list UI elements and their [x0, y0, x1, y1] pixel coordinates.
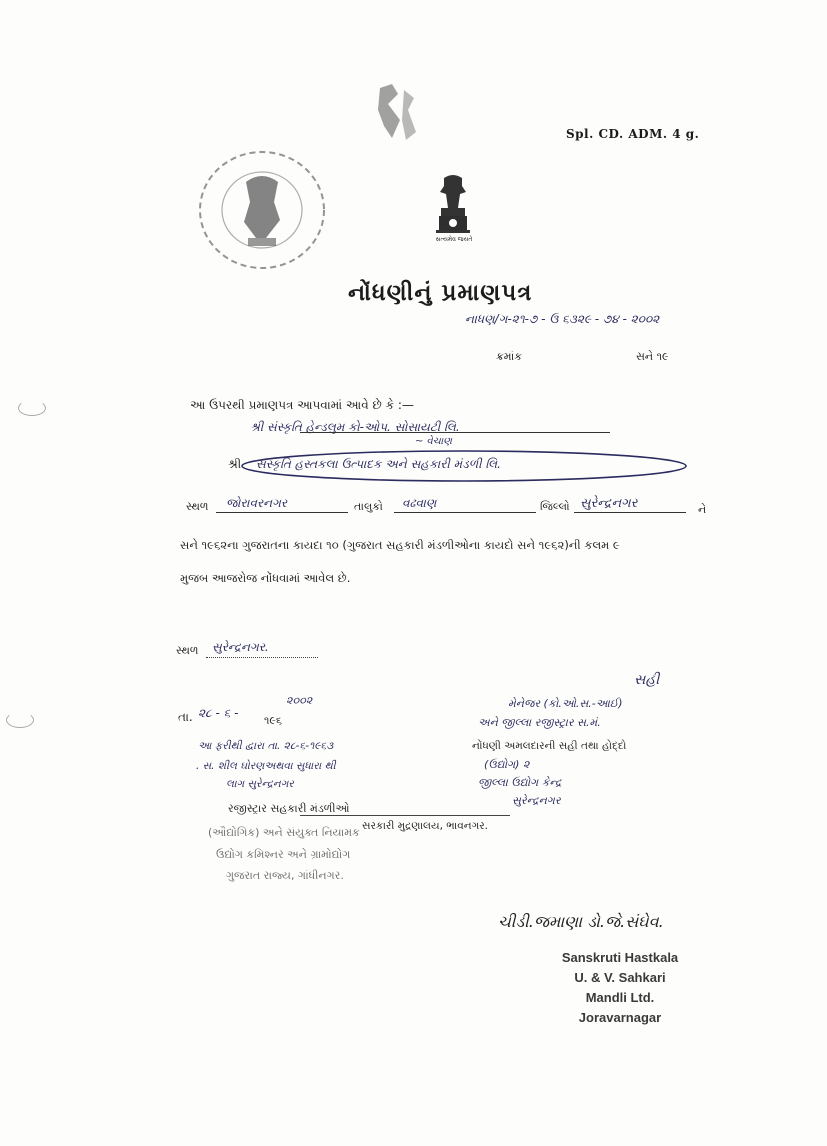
officer-office-1: (ઉદ્યોગ) ૨	[484, 758, 530, 771]
registrar-line-4: ગુજરાત રાજ્ય, ગાંધીનગર.	[226, 869, 344, 882]
strike-line	[300, 432, 610, 433]
law-text-line1: સને ૧૯૬૨ના ગુજરાતના કાયદા ૧૦ (ગુજરાત સહકારી મંડળીઓના કાયદો સને ૧૯૬૨)ની કલમ ૯	[180, 538, 620, 552]
registrar-line-1: રજીસ્ટ્રાર સહકારી મંડળીઓ	[228, 802, 350, 815]
form-code: Spl. CD. ADM. 4 g.	[566, 127, 700, 141]
stamp-line-2: U. & V. Sahkari	[574, 970, 666, 985]
date-prefix: તા.	[178, 710, 193, 724]
ink-smudge	[370, 80, 430, 150]
stamp-line-4: Joravarnagar	[578, 1010, 662, 1025]
certificate-title: નોંધણીનું પ્રમાણપત્ર	[348, 280, 533, 306]
sthal-label: સ્થળ	[186, 500, 209, 513]
place-label: સ્થળ	[176, 644, 199, 657]
date-value: ૨૮ - ૬ -	[198, 706, 239, 720]
amendment-note-1: આ ફરીથી દ્વારા તા. ૨૮-૬-૧૯૬૩	[198, 740, 334, 752]
emblem-caption: સત્યમેવ જયતે	[435, 236, 473, 243]
amendment-note-3: લાગ સુરેન્દ્રનગર	[226, 778, 294, 790]
registrar-line-2: (ઔદ્યોગિક) અને સંયુક્ત નિયામક	[208, 826, 360, 839]
number-label: ક્રમાંક	[496, 350, 522, 363]
officer-caption: નોંધણી અમલદારની સહી તથા હોદ્દો	[472, 740, 627, 752]
society-stamp	[530, 948, 710, 1028]
officer-office-2: જીલ્લા ઉદ્યોગ કેન્દ્ર	[478, 776, 562, 789]
society-name: સંસ્કૃતિ હસ્તકલા ઉત્પાદક અને સહકારી મંડળી લિ.	[256, 457, 501, 471]
year-value: ૨૦૦૨	[286, 694, 313, 707]
stamp-line-1: Sanskruti Hastkala	[561, 950, 679, 965]
taluko-value: વઢવાણ	[402, 496, 437, 510]
official-seal	[190, 142, 340, 277]
registration-number: નાધણ/ગ-૨૧-૭ - ઉ ૬૩૨૯ - ૭૪ - ૨૦૦૨	[465, 312, 660, 326]
society-name-old: શ્રી સંસ્કૃતિ હેન્ડલુમ કો-ઓપ. સોસાયટી લિ.	[250, 420, 460, 434]
bottom-signature: ચીડી.જમાણા ડો.જે.સંઘેવ.	[498, 912, 664, 931]
place-underline	[206, 657, 318, 658]
sthal-underline	[216, 512, 348, 513]
taluko-label: તાલુકો	[354, 500, 383, 513]
taluko-underline	[394, 512, 536, 513]
place-value: સુરેન્દ્રનગર.	[212, 640, 269, 654]
sthal-value: જોરાવરનગર	[226, 496, 288, 510]
officer-line-1: મેનેજર (કો.ઓ.સ.-આઈ)	[508, 697, 623, 710]
jillo-suffix: ને	[698, 503, 707, 516]
officer-office-3: સુરેન્દ્રનગર	[512, 794, 561, 807]
law-text-line2: મુજબ આજરોજ નોંધવામાં આવેલ છે.	[180, 571, 351, 585]
intro-text: આ ઉપરથી પ્રમાણપત્ર આપવામાં આવે છે કે :—	[190, 398, 414, 412]
year-label: સને ૧૯	[636, 350, 669, 363]
press-line: સરકારી મુદ્રણાલય, ભાવનગર.	[362, 820, 489, 832]
amendment-note-2: . સ. શીલ ઘોરણઅથવા સુધારા થી	[196, 760, 336, 772]
stamp-line-3: Mandli Ltd.	[585, 990, 655, 1005]
registrar-line-3: ઉદ્યોગ કમિશ્નર અને ગ્રામોદ્યોગ	[216, 848, 351, 861]
signature-label: સહી	[634, 672, 660, 688]
insert-note: ~ વેચાણ	[415, 436, 452, 447]
shri-label: શ્રી	[228, 457, 242, 471]
registrar-rule	[300, 815, 510, 816]
jillo-value: સુરેન્દ્રનગર	[580, 496, 638, 511]
punch-hole-top	[18, 400, 46, 416]
punch-hole-bottom	[6, 712, 34, 728]
old-year: ૧૯૬	[264, 714, 283, 727]
officer-line-2: અને જીલ્લા રજીસ્ટ્રાર સ.મં.	[478, 716, 601, 729]
jillo-label: જિલ્લો	[540, 500, 570, 513]
jillo-underline	[574, 512, 686, 513]
